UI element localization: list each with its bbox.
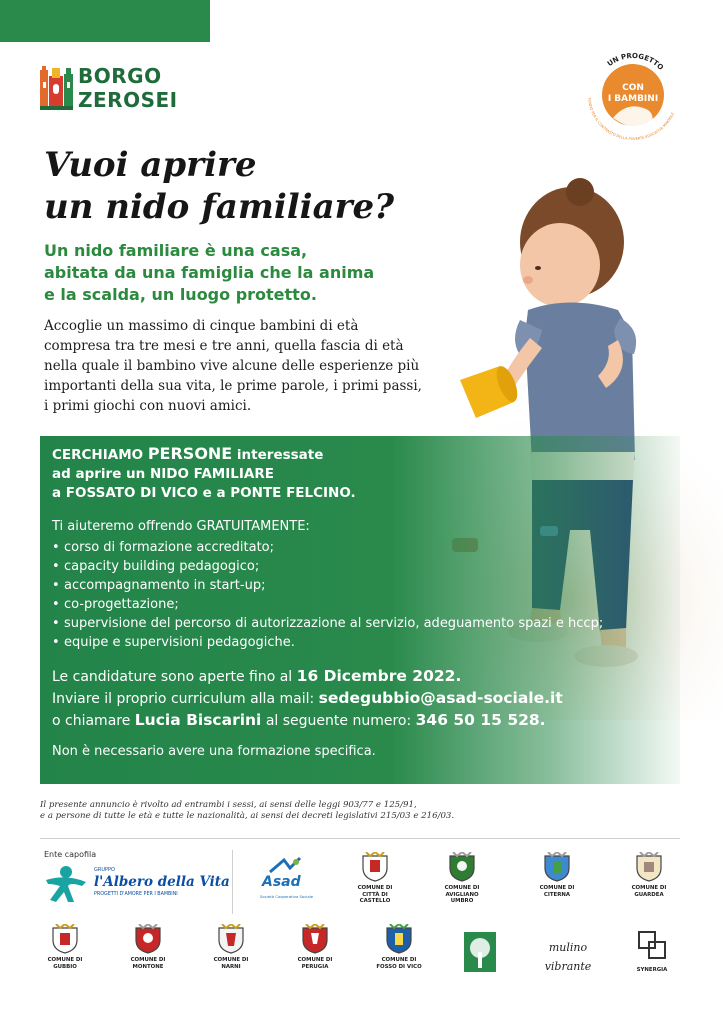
crest-icon [52, 924, 78, 954]
comune-label: COMUNE DI AVIGLIANO UMBRO [444, 885, 480, 905]
synergia-logo [612, 930, 692, 990]
comune-fosso-di-vico [364, 924, 434, 990]
crest-icon [544, 852, 570, 882]
search-line-2: ad aprire un NIDO FAMILIARE [52, 466, 274, 482]
synergia-label: SYNERGIA [636, 967, 668, 973]
comune-perugia [280, 924, 350, 990]
comune-label: COMUNE DI FOSSO DI VICO [376, 957, 422, 970]
deadline-text: Le candidature sono aperte fino al [52, 669, 297, 685]
search-announcement [52, 444, 612, 503]
asad-mark-icon [266, 856, 306, 876]
call-text-a: o chiamare [52, 713, 135, 729]
badge-ring-text: FONDO PER IL CONTRASTO DELLA POVERTÀ EDUCATIVA MINORILE [587, 97, 676, 142]
mail-text: Inviare il proprio curriculum alla mail: [52, 691, 319, 707]
comune-montone [113, 924, 183, 990]
deadline-date: 16 Dicembre 2022. [296, 667, 462, 685]
crest-icon [636, 852, 662, 882]
mulino-partner-logo [528, 936, 608, 996]
badge-center-line-1: CON [622, 83, 644, 93]
info-panel-content [52, 444, 612, 761]
con-i-bambini-badge [578, 40, 688, 150]
title-line-1: Vuoi aprire [44, 145, 257, 185]
albero-name: l'Albero della Vita [94, 874, 230, 890]
asad-logo [252, 856, 322, 906]
footer-divider [40, 838, 680, 839]
search-text-b: PERSONE [147, 444, 233, 463]
offer-list [52, 538, 612, 652]
comune-avigliano-umbro [427, 852, 497, 918]
partners-footer [40, 846, 680, 996]
brand-line-1: BORGO [78, 64, 162, 88]
comune-label: COMUNE DI MONTONE [130, 957, 166, 970]
asad-name: Asad [262, 874, 301, 890]
borgo-zerosei-logo [40, 64, 220, 116]
comune-label: COMUNE DI PERUGIA [297, 957, 333, 970]
synergia-squares-icon [637, 930, 667, 960]
list-item: • supervisione del percorso di autorizzazione al servizio, adeguamento spazi e hccp; [52, 614, 612, 633]
intro-line-3: nella quale il bambino vive alcune delle esperienze più [44, 358, 420, 374]
offer-intro: Ti aiuteremo offrendo GRATUITAMENTE: [52, 519, 310, 534]
subhead-line-1: Un nido familiare è una casa, [44, 241, 308, 260]
badge-center-line-2: I BAMBINI [607, 94, 659, 104]
crest-icon [218, 924, 244, 954]
comune-citerna [522, 852, 592, 918]
albero-group-label: GRUPPO [94, 867, 115, 873]
search-text-c: interessate [232, 447, 324, 463]
albero-tagline: PROGETTI D'AMORE PER I BAMBINI [94, 892, 178, 897]
asad-tagline: Società Cooperativa Sociale [260, 894, 314, 899]
contact-name: Lucia Biscarini [134, 711, 262, 729]
comune-label: COMUNE DI NARNI [213, 957, 249, 970]
list-item: • equipe e supervisioni pedagogiche. [52, 633, 612, 652]
comune-label: COMUNE DI GUARDEA [631, 885, 667, 898]
phone-number[interactable]: 346 50 15 528. [415, 711, 546, 729]
subhead-line-2: abitata da una famiglia che la anima [44, 263, 375, 282]
list-item: • accompagnamento in start-up; [52, 576, 612, 595]
comune-citta-di-castello [340, 852, 410, 918]
list-item: • co-progettazione; [52, 595, 612, 614]
borgo-zerosei-logo-mark [40, 64, 74, 114]
mail-link[interactable]: sedegubbio@asad-sociale.it [318, 689, 563, 707]
intro-paragraph [44, 316, 454, 416]
borgo-zerosei-wordmark [78, 64, 178, 112]
list-item: • capacity building pedagogico; [52, 557, 612, 576]
comune-label: COMUNE DI CITERNA [539, 885, 575, 898]
intro-line-2: compresa tra tre mesi e tre anni, quella fascia di età [44, 338, 404, 354]
green-tree-partner-logo [440, 932, 520, 992]
search-line-3: a FOSSATO DI VICO e a PONTE FELCINO. [52, 485, 356, 501]
comune-gubbio [30, 924, 100, 990]
legal-disclaimer [40, 800, 680, 822]
lead-partner-label: Ente capofila [44, 850, 97, 859]
top-green-strip [0, 0, 210, 42]
subheadline [44, 240, 464, 306]
list-item: • corso di formazione accreditato; [52, 538, 612, 557]
crest-icon [302, 924, 328, 954]
intro-line-1: Accoglie un massimo di cinque bambini di età [44, 318, 359, 334]
search-text-a: CERCHIAMO [52, 447, 148, 463]
albero-figure-icon [44, 864, 88, 904]
call-text-b: al seguente numero: [261, 713, 416, 729]
crest-icon [449, 852, 475, 882]
comune-label: COMUNE DI GUBBIO [47, 957, 83, 970]
contact-block [52, 666, 612, 732]
intro-line-5: i primi giochi con nuovi amici. [44, 398, 252, 414]
mulino-wordmark: mulino vibrante [544, 941, 592, 973]
brand-line-2: ZEROSEI [78, 88, 178, 112]
requirement-note: Non è necessario avere una formazione specifica. [52, 744, 376, 759]
subhead-line-3: e la scalda, un luogo protetto. [44, 285, 317, 304]
tree-icon [464, 932, 496, 972]
intro-line-4: importanti della sua vita, le prime parole, i primi passi, [44, 378, 422, 394]
crest-icon [386, 924, 412, 954]
comune-narni [196, 924, 266, 990]
page-title [44, 144, 464, 228]
info-panel [40, 436, 680, 784]
albero-della-vita-logo [44, 864, 230, 908]
badge-top-text: UN PROGETTO [605, 51, 665, 72]
disclaimer-line-1: Il presente annuncio è rivolto ad entrambi i sessi, ai sensi delle leggi 903/77 e 125/91, [40, 800, 417, 810]
comune-label: COMUNE DI CITTÀ DI CASTELLO [357, 885, 393, 905]
crest-icon [362, 852, 388, 882]
comune-guardea [614, 852, 684, 918]
partner-separator [232, 850, 233, 914]
crest-icon [135, 924, 161, 954]
title-line-2: un nido familiare? [44, 187, 395, 227]
disclaimer-line-2: e a persone di tutte le età e tutte le nazionalità, ai sensi dei decreti legislativi 215/03 e 216/03. [40, 811, 455, 821]
